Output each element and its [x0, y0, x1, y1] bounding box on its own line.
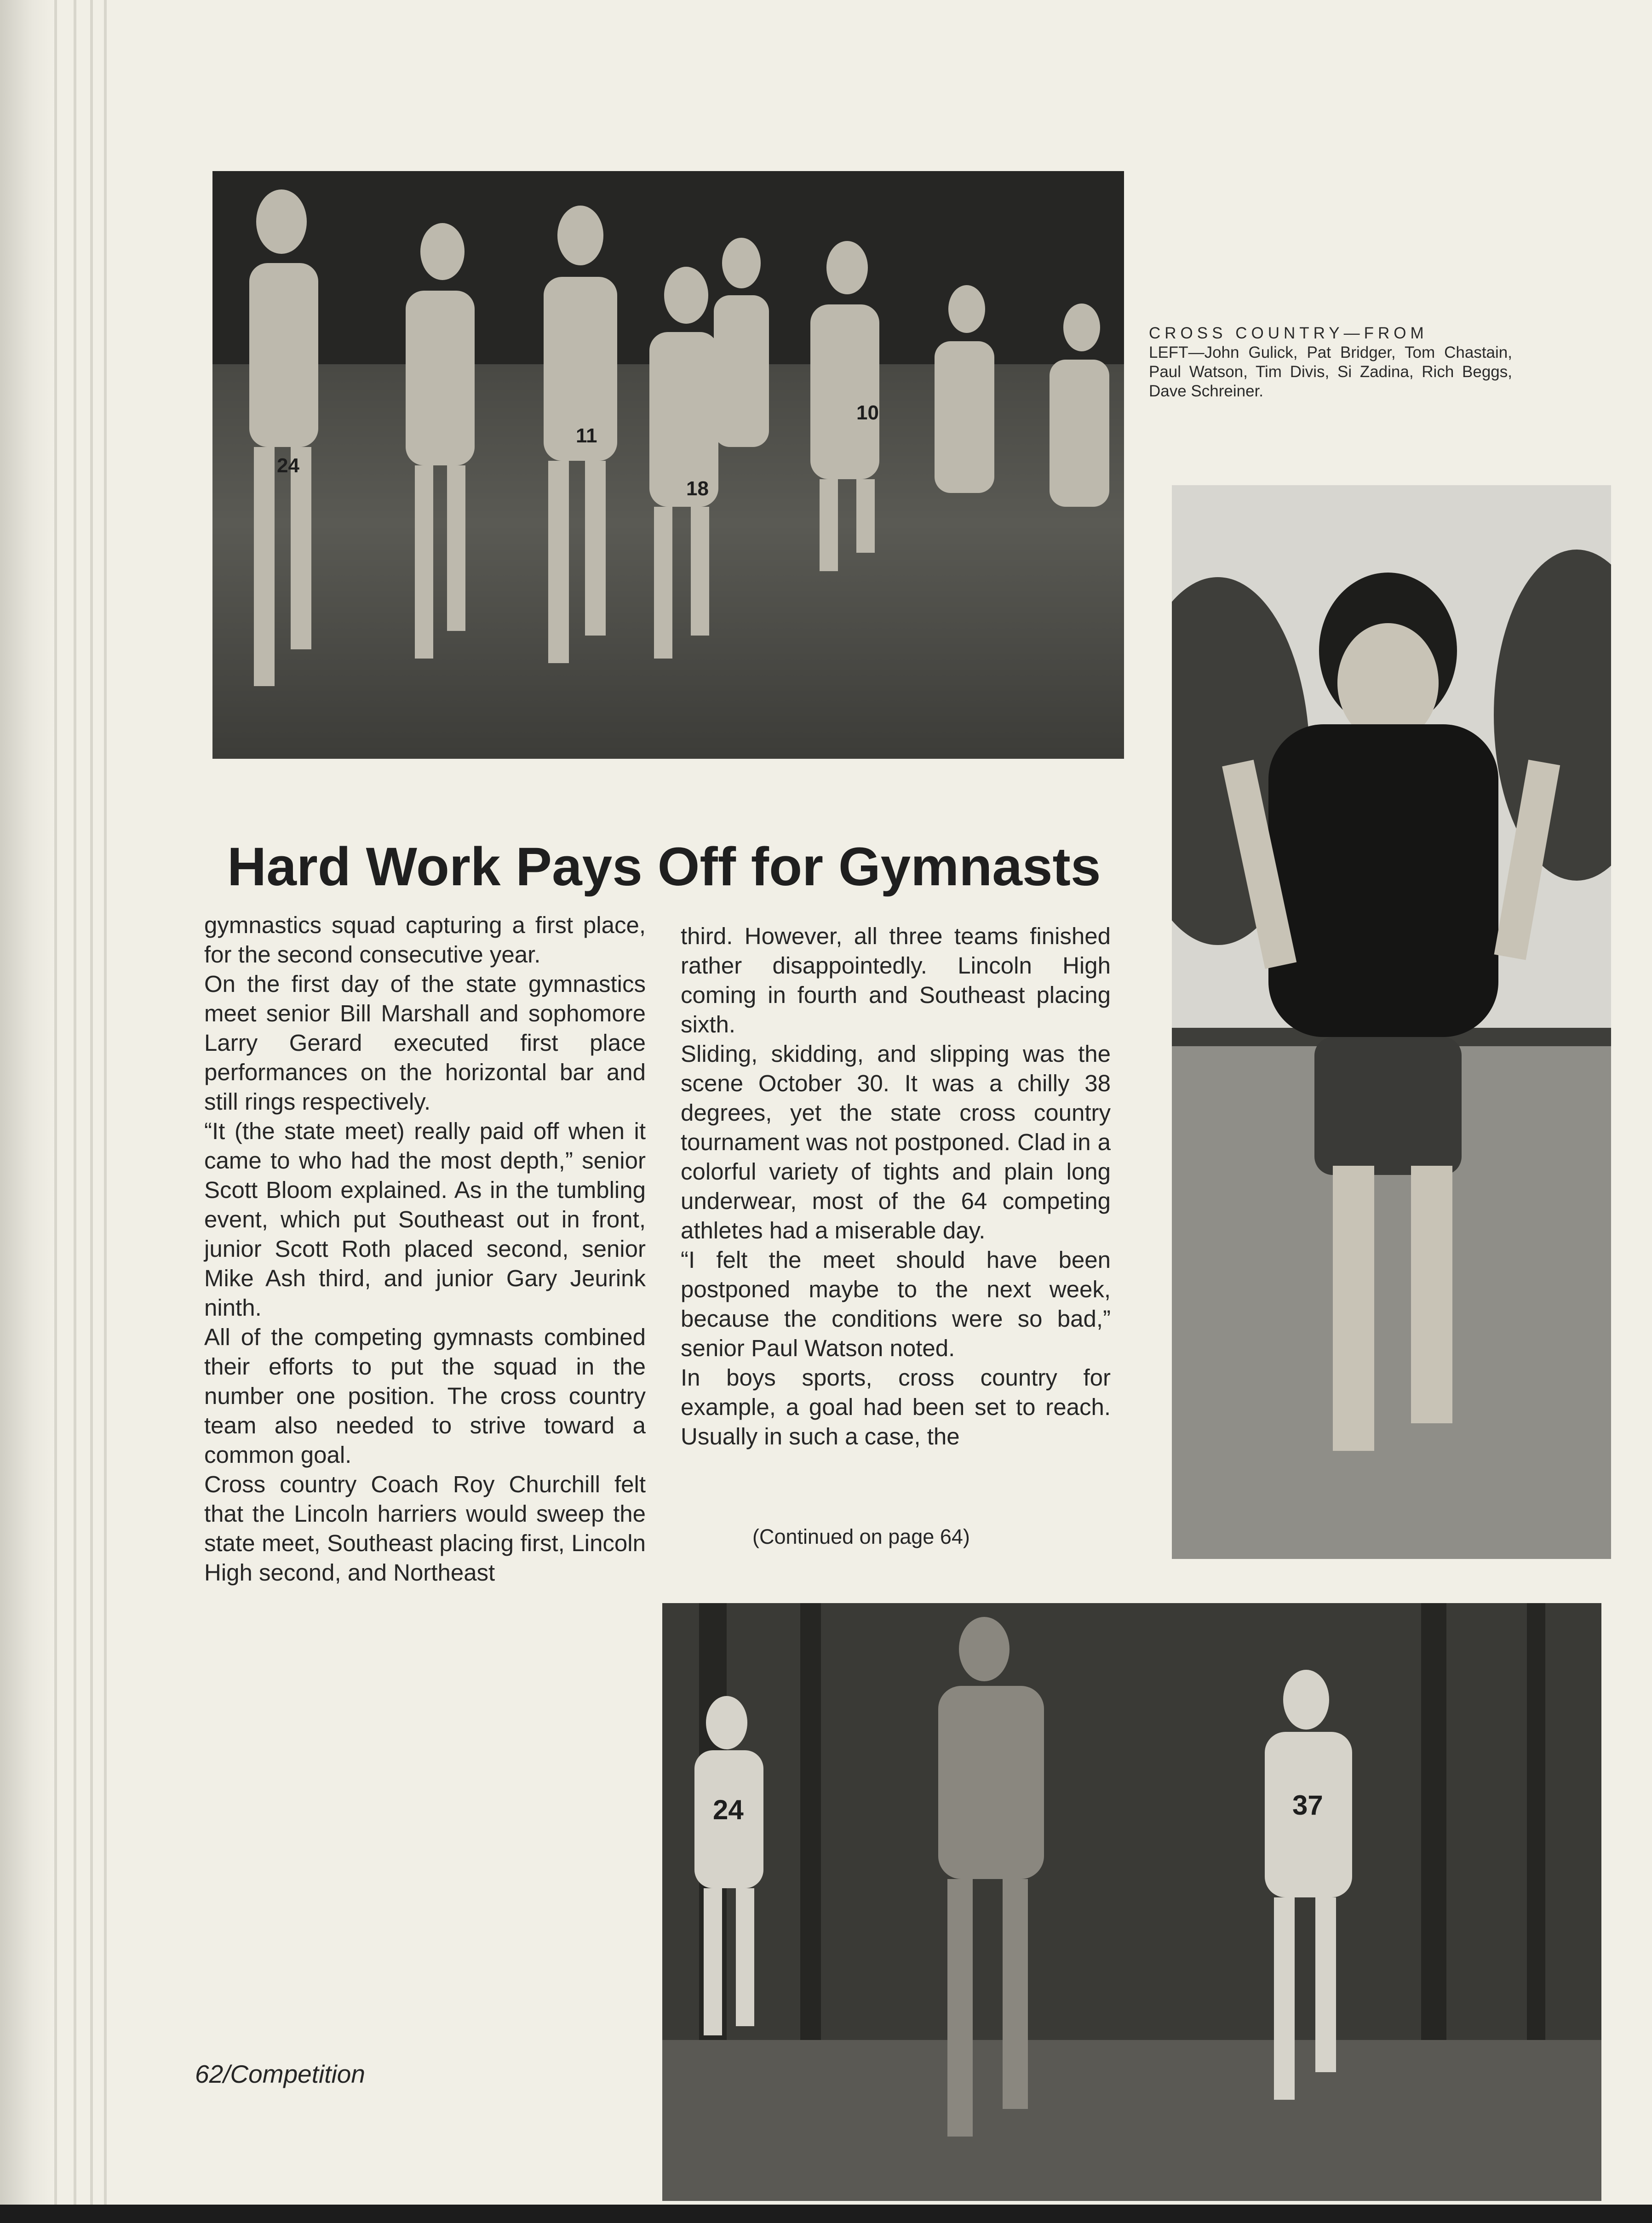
page-folio: 62/Competition	[195, 2060, 365, 2088]
page-spine	[0, 0, 54, 2223]
jersey-number: 24	[277, 454, 299, 477]
jersey-number: 10	[856, 401, 879, 424]
article-column-left: gymnastics squad capturing a first place, for the second consecutive year. On the first day of the state gymnastics meet senior Bill Marshall and sophomore Larry Gerard executed first place performances on the horizontal bar and still rings respectively. “It (the state meet) really paid off when it came to who had the most depth,” senior Scott Bloom explained. As in the tumbling event, which put Southeast out in front, junior Scott Roth placed second, senior Mike Ash third, and junior Gary Jeurink ninth. All of the competing gymnasts combined their efforts to put the squad in the number one position. The cross country team also needed to strive toward a common goal. Cross country Coach Roy Churchill felt that the Lincoln harriers would sweep the state meet, Southeast placing first, Lincoln High second, and Northeast	[204, 912, 646, 1586]
scan-border	[0, 2205, 1652, 2223]
jersey-number: 18	[686, 477, 709, 500]
article-headline: Hard Work Pays Off for Gymnasts	[227, 836, 1101, 898]
page-edge	[54, 0, 57, 2223]
jersey-number: 24	[713, 1794, 744, 1825]
continued-note: (Continued on page 64)	[752, 1525, 970, 1548]
page-edge	[90, 0, 93, 2223]
jersey-number: 37	[1292, 1790, 1323, 1821]
page-edge	[104, 0, 107, 2223]
caption-body: LEFT—John Gulick, Pat Bridger, Tom Chastain, Paul Watson, Tim Divis, Si Zadina, Rich Beggs, Dave Schreiner.	[1149, 344, 1512, 400]
caption-heading: CROSS COUNTRY—FROM	[1149, 324, 1428, 342]
photo-caption	[1149, 324, 1512, 401]
page-edge	[74, 0, 76, 2223]
runner-photo	[1172, 485, 1611, 1559]
race-photo	[662, 1603, 1601, 2201]
article-column-right: third. However, all three teams finished rather disappointedly. Lincoln High coming in fourth and Southeast placing sixth. Sliding, skidding, and slipping was the scene October 30. It was a chilly 38 degrees, yet the state cross country tournament was not postponed. Clad in a colorful variety of tights and plain long underwear, most of the 64 competing athletes had a miserable day. “I felt the meet should have been postponed maybe to the next week, because the conditions were so bad,” senior Paul Watson noted. In boys sports, cross country for example, a goal had been set to reach. Usually in such a case, the	[681, 923, 1111, 1450]
jersey-number: 11	[576, 424, 597, 447]
cross-country-team-photo	[212, 171, 1124, 759]
